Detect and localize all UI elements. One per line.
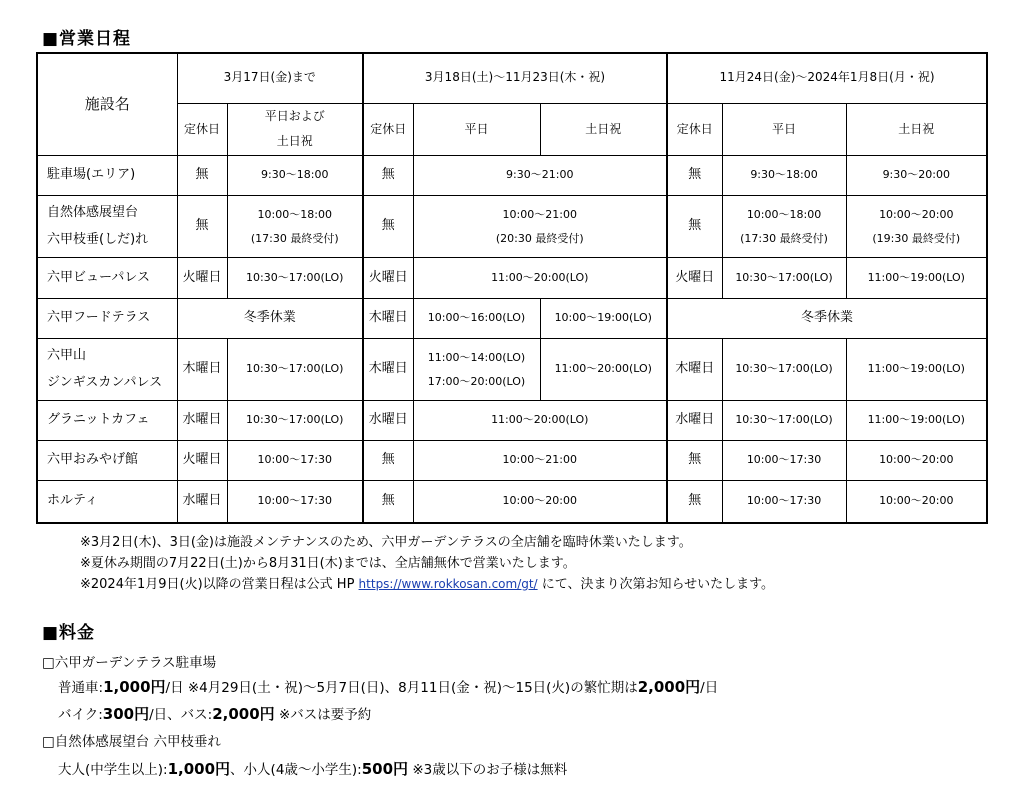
parking-title: □六甲ガーデンテラス駐車場 (42, 655, 217, 671)
facility-name-l2: 六甲枝垂(しだ)れ (47, 231, 149, 247)
bike-price: 300円 (102, 705, 150, 723)
closed-day-cell: 無 (363, 441, 413, 481)
weekday-weekend-header-l1: 平日および (264, 108, 325, 123)
closed-day-cell: 水曜日 (667, 401, 722, 441)
note-summer: ※夏休み期間の7月22日(土)から8月31日(木)までは、全店舗無休で営業いたします。 (80, 556, 576, 571)
note-website (80, 574, 774, 595)
period-header-3: 11月24日(金)～2024年1月8日(月・祝) (667, 53, 987, 103)
hours-cell: 10:30～17:00(LO) (722, 258, 846, 299)
closed-day-cell: 無 (363, 481, 413, 523)
hours-cell: 10:00～20:00 (413, 481, 667, 523)
hours-text: 10:00～20:00 (879, 207, 954, 221)
bus-price: 2,000円 (212, 705, 275, 723)
closed-day-cell: 木曜日 (177, 339, 227, 401)
hours-cell: 10:00～17:30 (227, 481, 363, 523)
table-row (37, 196, 987, 258)
closed-day-cell: 水曜日 (363, 401, 413, 441)
closed-day-cell: 無 (363, 156, 413, 196)
weekend-header: 土日祝 (540, 103, 667, 156)
hours-cell: 10:00～20:00 (846, 481, 987, 523)
period-header-1: 3月17日(金)まで (177, 53, 363, 103)
bike-bus-price-line (58, 703, 371, 724)
car-price: 1,000円 (103, 678, 166, 696)
last-entry-note: (19:30 最終受付) (872, 231, 961, 245)
closed-day-cell: 火曜日 (667, 258, 722, 299)
closed-day-cell: 木曜日 (363, 339, 413, 401)
hours-cell (846, 196, 987, 258)
hours-cell (227, 196, 363, 258)
child-label: 、小人(4歳～小学生): (230, 762, 362, 778)
closed-day-cell: 木曜日 (363, 299, 413, 339)
hours-cell: 10:30～17:00(LO) (227, 339, 363, 401)
hours-cell: 10:30～17:00(LO) (227, 258, 363, 299)
schedule-heading: ■営業日程 (42, 29, 132, 49)
hours-cell: 10:30～17:00(LO) (722, 339, 846, 401)
facility-name (37, 196, 177, 258)
car-peak-price: 2,000円 (637, 678, 701, 696)
bus-note: ※バスは要予約 (274, 707, 372, 723)
last-entry-note: (17:30 最終受付) (740, 231, 828, 245)
hours-cell: 10:00～19:00(LO) (540, 299, 667, 339)
hours-cell: 11:00～20:00(LO) (540, 339, 667, 401)
table-row (37, 156, 987, 196)
hours-cell: 10:30～17:00(LO) (227, 401, 363, 441)
hours-cell: 10:00～20:00 (846, 441, 987, 481)
note-website-text-after: にて、決まり次第お知らせいたします。 (537, 577, 775, 592)
note-maintenance: ※3月2日(木)、3日(金)は施設メンテナンスのため、六甲ガーデンテラスの全店舗を臨時休業いたします。 (80, 535, 692, 550)
winter-closure-cell: 冬季休業 (667, 299, 987, 339)
facility-header: 施設名 (37, 53, 177, 156)
bike-mid: /日、バス: (149, 707, 213, 723)
facility-name: 六甲ビューパレス (37, 258, 177, 299)
weekday-weekend-header (227, 103, 363, 156)
table-row (37, 339, 987, 401)
facility-name-l1: 六甲山 (47, 347, 87, 363)
hours-cell: 11:00～19:00(LO) (846, 401, 987, 441)
hours-cell (413, 196, 667, 258)
weekend-header: 土日祝 (846, 103, 987, 156)
facility-name-l1: 自然体感展望台 (47, 204, 139, 220)
closed-day-cell: 無 (667, 156, 722, 196)
hours-cell: 10:30～17:00(LO) (722, 401, 846, 441)
facility-name: 駐車場(エリア) (37, 156, 177, 196)
car-peak-unit: /日 (700, 680, 719, 696)
schedule-table (36, 52, 988, 524)
last-entry-note: (17:30 最終受付) (250, 231, 339, 245)
car-unit: /日 ※4月29日(土・祝)～5月7日(日)、8月11日(金・祝)～15日(火)の繁忙期は (165, 680, 638, 696)
weekday-header: 平日 (722, 103, 846, 156)
closed-day-cell: 無 (363, 196, 413, 258)
table-row (37, 481, 987, 523)
closed-day-cell: 水曜日 (177, 401, 227, 441)
closed-day-cell: 木曜日 (667, 339, 722, 401)
closed-day-cell: 無 (667, 441, 722, 481)
hours-text: 10:00～18:00 (257, 207, 332, 221)
child-price: 500円 (361, 760, 409, 778)
weekday-weekend-header-l2: 土日祝 (276, 134, 313, 149)
facility-name (37, 339, 177, 401)
table-row (37, 441, 987, 481)
observatory-title: □自然体感展望台 六甲枝垂れ (42, 734, 222, 750)
closed-day-cell: 無 (177, 156, 227, 196)
hours-cell (413, 339, 540, 401)
closed-day-header: 定休日 (667, 103, 722, 156)
car-label: 普通車: (58, 680, 104, 696)
closed-day-cell: 火曜日 (363, 258, 413, 299)
hours-cell: 10:00～16:00(LO) (413, 299, 540, 339)
weekday-header: 平日 (413, 103, 540, 156)
hours-cell: 9:30～18:00 (227, 156, 363, 196)
table-row (37, 258, 987, 299)
last-entry-note: (20:30 最終受付) (495, 231, 584, 245)
infant-note: ※3歳以下のお子様は無料 (408, 762, 568, 778)
official-site-link[interactable]: https://www.rokkosan.com/gt/ (358, 577, 538, 591)
bike-label: バイク: (58, 707, 103, 723)
facility-name-l2: ジンギスカンパレス (47, 374, 163, 390)
adult-label: 大人(中学生以上): (58, 762, 168, 778)
closed-day-cell: 無 (177, 196, 227, 258)
winter-closure-cell: 冬季休業 (177, 299, 363, 339)
closed-day-cell: 火曜日 (177, 441, 227, 481)
closed-day-header: 定休日 (363, 103, 413, 156)
facility-name: 六甲おみやげ館 (37, 441, 177, 481)
adult-price: 1,000円 (167, 760, 231, 778)
car-price-line (58, 676, 718, 697)
hours-cell: 11:00～19:00(LO) (846, 339, 987, 401)
closed-day-cell: 火曜日 (177, 258, 227, 299)
hours-cell: 11:00～19:00(LO) (846, 258, 987, 299)
period-header-2: 3月18日(土)～11月23日(木・祝) (363, 53, 667, 103)
schedule-notes (80, 532, 774, 595)
hours-cell: 11:00～20:00(LO) (413, 258, 667, 299)
closed-day-cell: 無 (667, 481, 722, 523)
hours-cell: 9:30～20:00 (846, 156, 987, 196)
hours-text: 10:00～18:00 (746, 207, 822, 221)
hours-cell: 10:00～17:30 (227, 441, 363, 481)
hours-cell: 10:00～17:30 (722, 481, 846, 523)
facility-name: 六甲フードテラス (37, 299, 177, 339)
closed-day-header: 定休日 (177, 103, 227, 156)
closed-day-cell: 無 (667, 196, 722, 258)
facility-name: ホルティ (37, 481, 177, 523)
table-row (37, 299, 987, 339)
note-website-text: ※2024年1月9日(火)以降の営業日程は公式 HP (80, 577, 359, 592)
hours-text: 17:00～20:00(LO) (427, 374, 526, 388)
table-row (37, 401, 987, 441)
hours-cell: 9:30～18:00 (722, 156, 846, 196)
hours-cell: 10:00～17:30 (722, 441, 846, 481)
hours-text: 11:00～14:00(LO) (427, 350, 526, 364)
hours-cell: 11:00～20:00(LO) (413, 401, 667, 441)
hours-cell: 10:00～21:00 (413, 441, 667, 481)
observatory-price-line (58, 758, 567, 779)
pricing-heading: ■料金 (42, 623, 96, 643)
hours-cell: 9:30～21:00 (413, 156, 667, 196)
closed-day-cell: 水曜日 (177, 481, 227, 523)
facility-name: グラニットカフェ (37, 401, 177, 441)
hours-cell (722, 196, 846, 258)
hours-text: 10:00～21:00 (502, 207, 577, 221)
